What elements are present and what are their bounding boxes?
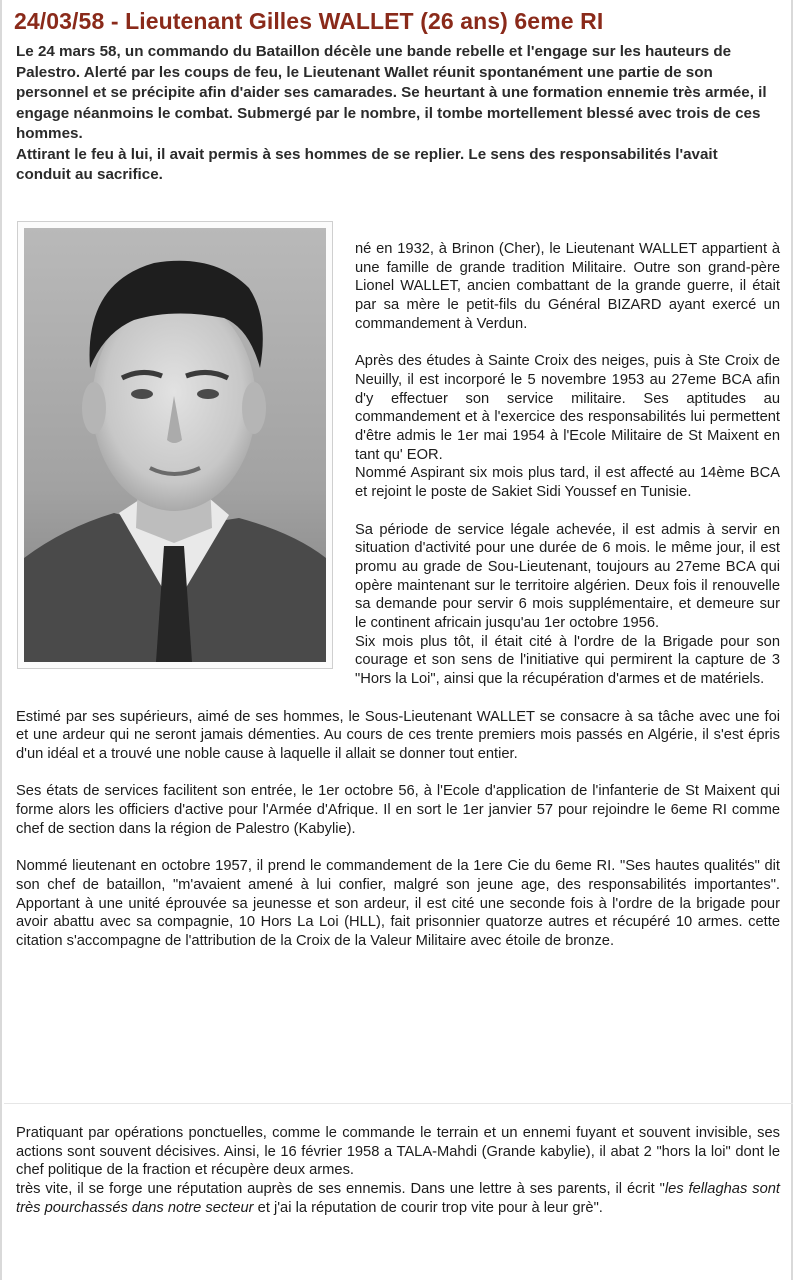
article-body <box>16 240 780 969</box>
section-divider <box>4 1103 793 1104</box>
paragraph-esteem: Estimé par ses supérieurs, aimé de ses hommes, le Sous-Lieutenant WALLET se consacre à sa tâche avec une foi et une ardeur qui ne seront jamais démenties. Au cours de ces trente premiers mois passés en Algérie, il s'est épris d'un idéal et a trouvé une noble cause à laquelle il allait se donner tout entier. <box>16 708 780 762</box>
paragraph-lieutenant: Nommé lieutenant en octobre 1957, il prend le commandement de la 1ere Cie du 6eme RI. "Ses hautes qualités" dit son chef de bataillon, "m'avaient amené à lui confier, malgré son jeune age, des responsabilités importantes". Apportant à une unité éprouvée sa jeunesse et son ardeur, il est cité une seconde fois à l'ordre de la brigade pour avoir abattu avec sa compagnie, 10 Hors La Loi (HLL), fait prisonnier quatorze autres et récupéré 10 armes. cette citation s'accompagne de l'attribution de la Croix de la Valeur Militaire avec étoile de bronze. <box>16 858 780 949</box>
paragraph-operations: Pratiquant par opérations ponctuelles, comme le commande le terrain et un ennemi fuyant et souvent invisible, ses actions sont souvent décisives. Ainsi, le 16 février 1958 a TALA-Mahdi (Grande kabylie), il abat 2 "hors la loi" dont le chef politique de la fraction et récupère deux armes. <box>16 1125 780 1179</box>
lead-paragraph <box>16 42 776 186</box>
paragraph-aspirant: Nommé Aspirant six mois plus tard, il est affecté au 14ème BCA et rejoint le poste de Sakiet Sidi Youssef en Tunisie. <box>355 465 780 501</box>
reputation-quote: les fellaghas sont très pourchassés dans notre secteur <box>16 1181 780 1216</box>
photo-spacer <box>16 240 355 692</box>
reputation-text-end: et j'ai la réputation de courir trop vite pour à leur grè". <box>253 1199 603 1216</box>
article-title: 24/03/58 - Lieutenant Gilles WALLET (26 ans) 6eme RI <box>14 8 604 34</box>
paragraph-school: Ses états de services facilitent son entrée, le 1er octobre 56, à l'Ecole d'application de l'infanterie de St Maixent qui forme alors les officiers d'active pour l'Armée d'Afrique. Il en sort le 1er janvier 57 pour rejoindre le 6eme RI comme chef de section dans la région de Palestro (Kabylie). <box>16 783 780 837</box>
lead-text-2: Attirant le feu à lui, il avait permis à ses hommes de se replier. Le sens des responsabilités l'avait conduit au sacrifice. <box>16 145 718 183</box>
reputation-text-start: très vite, il se forge une réputation auprès de ses ennemis. Dans une lettre à ses parents, il écrit " <box>16 1181 665 1198</box>
paragraph-studies: Après des études à Sainte Croix des neiges, puis à Ste Croix de Neuilly, il est incorporé le 5 novembre 1953 au 27eme BCA afin d'y effectuer son service militaire. Ses aptitudes au commandement et à l'exercice des responsabilités lui permettent d'être admis le 1er mai 1954 à l'Ecole Militaire de St Maixent en tant qu' EOR. <box>355 353 780 463</box>
paragraph-citation: Six mois plus tôt, il était cité à l'ordre de la Brigade pour son courage et son sens de l'initiative qui permirent la capture de 3 "Hors la Loi", ainsi que la récupération d'armes et de matériels. <box>355 633 780 688</box>
paragraph-reputation <box>16 1180 780 1217</box>
lead-text: Le 24 mars 58, un commando du Bataillon décèle une bande rebelle et l'engage sur les hauteurs de Palestro. Alerté par les coups de feu, le Lieutenant Wallet réunit spontanément une partie de son personnel et se précipite afin d'aider ses camarades. Se heurtant à une formation ennemie très armée, il engage néanmoins le combat. Submergé par le nombre, il tombe mortellement blessé avec trois de ces hommes. <box>16 43 767 142</box>
paragraph-service: Sa période de service légale achevée, il est admis à servir en situation d'activité pour une durée de 6 mois. le même jour, il est promu au grade de Sou-Lieutenant, toujours au 27eme BCA qui opère maintenant sur le territoire algérien. Deux fois il renouvelle sa demande pour servir 6 mois supplémentaire, et demeure sur le continent africain jusqu'au 1er octobre 1956. <box>355 521 780 632</box>
paragraph-birth: né en 1932, à Brinon (Cher), le Lieutenant WALLET appartient à une famille de grande tradition Militaire. Outre son grand-père Lionel WALLET, ancien combattant de la grande guerre, il était par sa mère le petit-fils du Général BIZARD ayant exercé un commandement à Verdun. <box>355 241 780 332</box>
article-body-continued <box>16 1124 780 1218</box>
